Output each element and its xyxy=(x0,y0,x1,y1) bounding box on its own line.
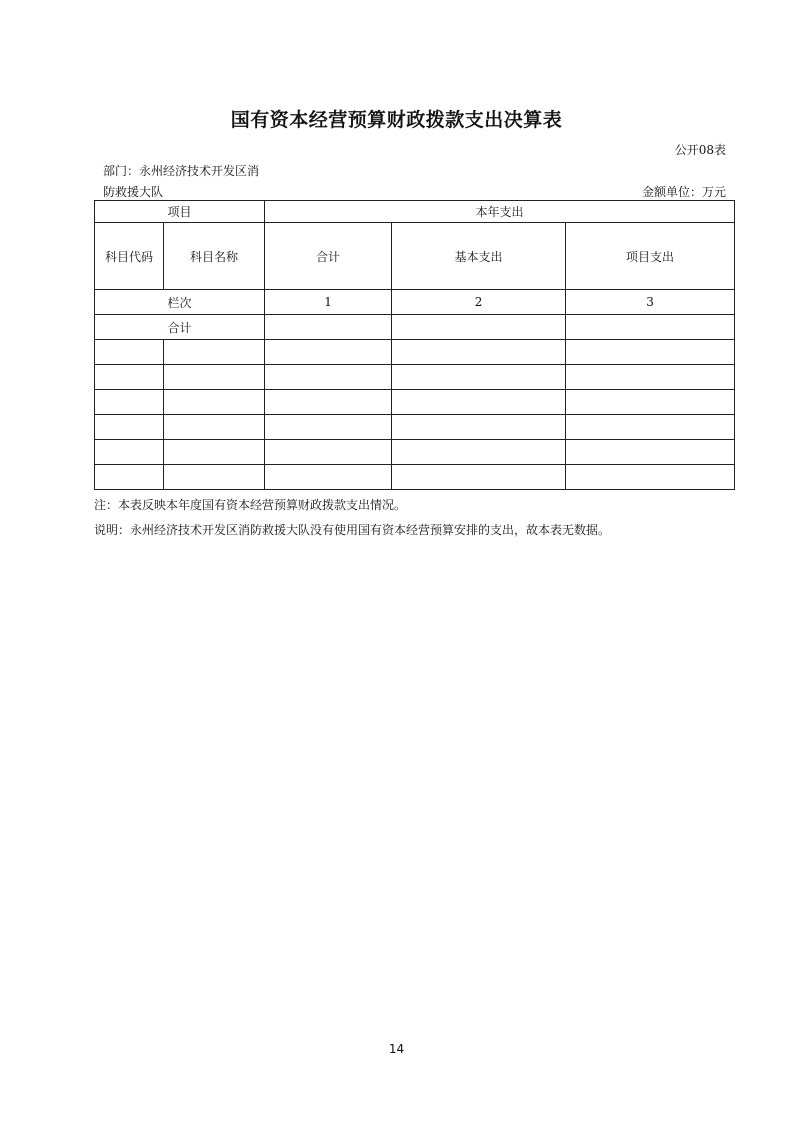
index-row xyxy=(95,290,735,315)
table-row xyxy=(95,415,735,440)
table-cell xyxy=(265,340,392,365)
table-cell xyxy=(164,415,265,440)
table-cell xyxy=(164,465,265,490)
department-label-line1: 部门：永州经济技术开发区消 xyxy=(103,164,260,178)
table-cell xyxy=(95,415,164,440)
table-cell xyxy=(265,390,392,415)
table-cell xyxy=(392,365,566,390)
total-project-cell xyxy=(566,315,735,340)
table-row xyxy=(95,365,735,390)
table-cell xyxy=(164,390,265,415)
table-cell xyxy=(392,390,566,415)
table-cell xyxy=(392,465,566,490)
table-cell xyxy=(265,415,392,440)
form-number: 公开08表 xyxy=(674,143,726,157)
table-cell xyxy=(164,365,265,390)
table-cell xyxy=(265,440,392,465)
table-cell xyxy=(265,365,392,390)
table-cell xyxy=(566,390,735,415)
table-explanation: 说明：永州经济技术开发区消防救援大队没有使用国有资本经营预算安排的支出，故本表无数据。 xyxy=(94,523,611,537)
page-title: 国有资本经营预算财政拨款支出决算表 xyxy=(230,109,563,131)
table-cell xyxy=(566,365,735,390)
header-project-group: 项目 xyxy=(95,201,265,223)
total-cell xyxy=(265,315,392,340)
index-col-2: 2 xyxy=(392,290,566,315)
table-cell xyxy=(164,340,265,365)
table-cell xyxy=(566,415,735,440)
page-number: 14 xyxy=(388,1042,405,1056)
header-basic-expense: 基本支出 xyxy=(392,223,566,290)
table-note: 注：本表反映本年度国有资本经营预算财政拨款支出情况。 xyxy=(94,498,407,512)
table-cell xyxy=(95,365,164,390)
table-cell xyxy=(566,340,735,365)
table-cell xyxy=(566,440,735,465)
table-cell xyxy=(566,465,735,490)
table-row xyxy=(95,340,735,365)
group-header-row xyxy=(95,201,735,223)
table-cell xyxy=(95,390,164,415)
total-row xyxy=(95,315,735,340)
index-row-label: 栏次 xyxy=(95,290,265,315)
header-total: 合计 xyxy=(265,223,392,290)
header-current-year-expense: 本年支出 xyxy=(265,201,735,223)
table-cell xyxy=(164,440,265,465)
column-header-row xyxy=(95,223,735,290)
table-cell xyxy=(95,465,164,490)
total-basic-cell xyxy=(392,315,566,340)
header-subject-name: 科目名称 xyxy=(164,223,265,290)
header-subject-code: 科目代码 xyxy=(95,223,164,290)
expenditure-table xyxy=(94,200,735,490)
index-col-3: 3 xyxy=(566,290,735,315)
index-col-1: 1 xyxy=(265,290,392,315)
amount-unit: 金额单位：万元 xyxy=(641,185,726,199)
table-cell xyxy=(95,440,164,465)
table-cell xyxy=(95,340,164,365)
table-cell xyxy=(392,440,566,465)
table-cell xyxy=(392,415,566,440)
table-cell xyxy=(392,340,566,365)
department-label-line2: 防救援大队 xyxy=(103,185,164,199)
table-cell xyxy=(265,465,392,490)
header-project-expense: 项目支出 xyxy=(566,223,735,290)
total-row-label: 合计 xyxy=(95,315,265,340)
table-row xyxy=(95,465,735,490)
table-row xyxy=(95,390,735,415)
table-row xyxy=(95,440,735,465)
